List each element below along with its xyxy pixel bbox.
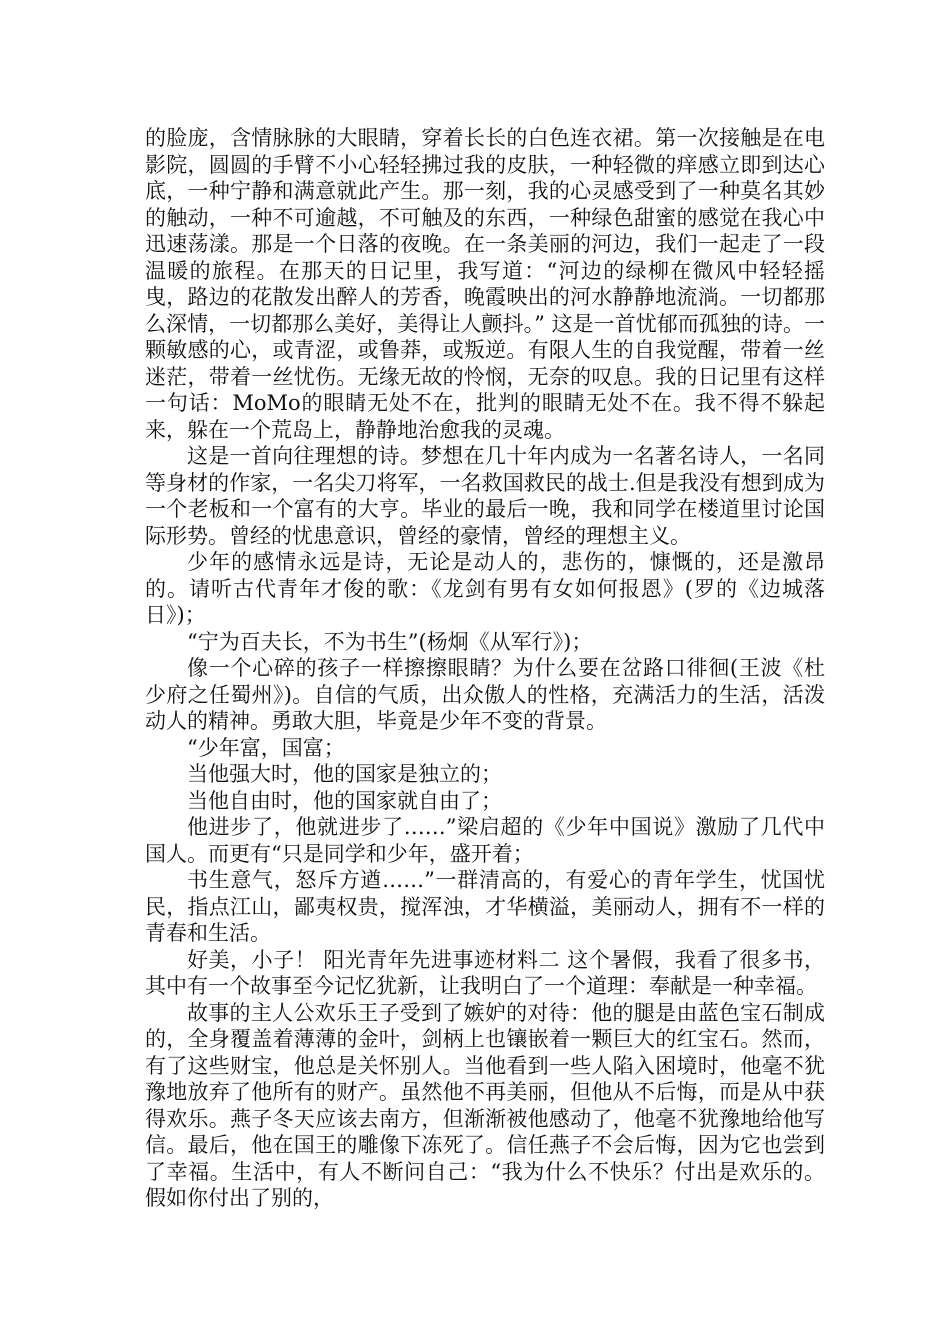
paragraph-4: “宁为百夫长，不为书生”(杨炯《从军行》)； — [187, 629, 593, 654]
paragraph-7: 当他强大时，他的国家是独立的； — [187, 762, 502, 786]
paragraph-1: 的脸庞，含情脉脉的大眼睛，穿着长长的白色连衣裙。第一次接触是在电影院，圆圆的手臂不小心轻轻拂过我的皮肤，一种轻微的痒感立即到达心底，一种宁静和满意就此产生。那一刻，我的心灵感受到了一种莫名其妙的触动，一种不可逾越，不可触及的东西，一种绿色甜蜜的感觉在我心中迅速荡漾。那是一个日落的夜晚。在一条美丽的河边，我们一起走了一段温暖的旅程。在那天的日记里，我写道：“河边的绿柳在微风中轻轻摇曳，路边的花散发出醉人的芳香，晚霞映出的河水静静地流淌。一切都那么深情，一切都那么美好，美得让人颤抖。” 这是一首忧郁而孤独的诗。一颗敏感的心，或青涩，或鲁莽，或叛逆。有限人生的自我觉醒，带着一丝迷茫，带着一丝忧伤。无缘无故的怜悯，无奈的叹息。我的日记里有这样一句话：MoMo的眼睛无处不在，批判的眼睛无处不在。我不得不躲起来，躲在一个荒岛上，静静地治愈我的灵魂。 — [145, 126, 825, 442]
paragraph-11: 好美，小子！ 阳光青年先进事迹材料二 这个暑假，我看了很多书，其中有一个故事至今记忆犹新，让我明白了一个道理：奉献是一种幸福。 — [145, 947, 825, 998]
paragraph-10: 书生意气，怒斥方遒……”一群清高的，有爱心的青年学生，忧国忧民，指点江山，鄙夷权贵，搅浑浊，才华横溢，美丽动人，拥有不一样的青春和生活。 — [145, 868, 825, 945]
paragraph-5: 像一个心碎的孩子一样擦擦眼睛？为什么要在岔路口徘徊(王波《杜少府之任蜀州》)。自信的气质，出众傲人的性格，充满活力的生活，活泼动人的精神。勇敢大胆，毕竟是少年不变的背景。 — [145, 656, 825, 733]
paragraph-8: 当他自由时，他的国家就自由了； — [187, 788, 502, 813]
paragraph-3: 少年的感情永远是诗，无论是动人的，悲伤的，慷慨的，还是激昂的。请听古代青年才俊的歌：《龙剑有男有女如何报恩》(罗的《边城落日》)； — [145, 550, 825, 627]
paragraph-2: 这是一首向往理想的诗。梦想在几十年内成为一名著名诗人，一名同等身材的作家，一名尖刀将军，一名救国救民的战士.但是我没有想到成为一个老板和一个富有的大亨。毕业的最后一晚，我和同学在楼道里讨论国际形势。曾经的忧患意识，曾经的豪情，曾经的理想主义。 — [145, 444, 825, 548]
paragraph-6: “少年富，国富； — [187, 735, 345, 760]
paragraph-9: 他进步了，他就进步了……”梁启超的《少年中国说》激励了几代中国人。而更有“只是同学和少年，盛开着； — [145, 815, 825, 866]
paragraph-12: 故事的主人公欢乐王子受到了嫉妒的对待：他的腿是由蓝色宝石制成的，全身覆盖着薄薄的金叶，剑柄上也镶嵌着一颗巨大的红宝石。然而，有了这些财宝，他总是关怀别人。当他看到一些人陷入困境时，他毫不犹豫地放弃了他所有的财产。虽然他不再美丽，但他从不后悔，而是从中获得欢乐。燕子冬天应该去南方，但渐渐被他感动了，他毫不犹豫地给他写信。最后，他在国王的雕像下冻死了。信任燕子不会后悔，因为它也尝到了幸福。生活中，有人不断问自己：“我为什么不快乐？付出是欢乐的。假如你付出了别的， — [145, 1000, 825, 1210]
document-body — [145, 125, 825, 1212]
